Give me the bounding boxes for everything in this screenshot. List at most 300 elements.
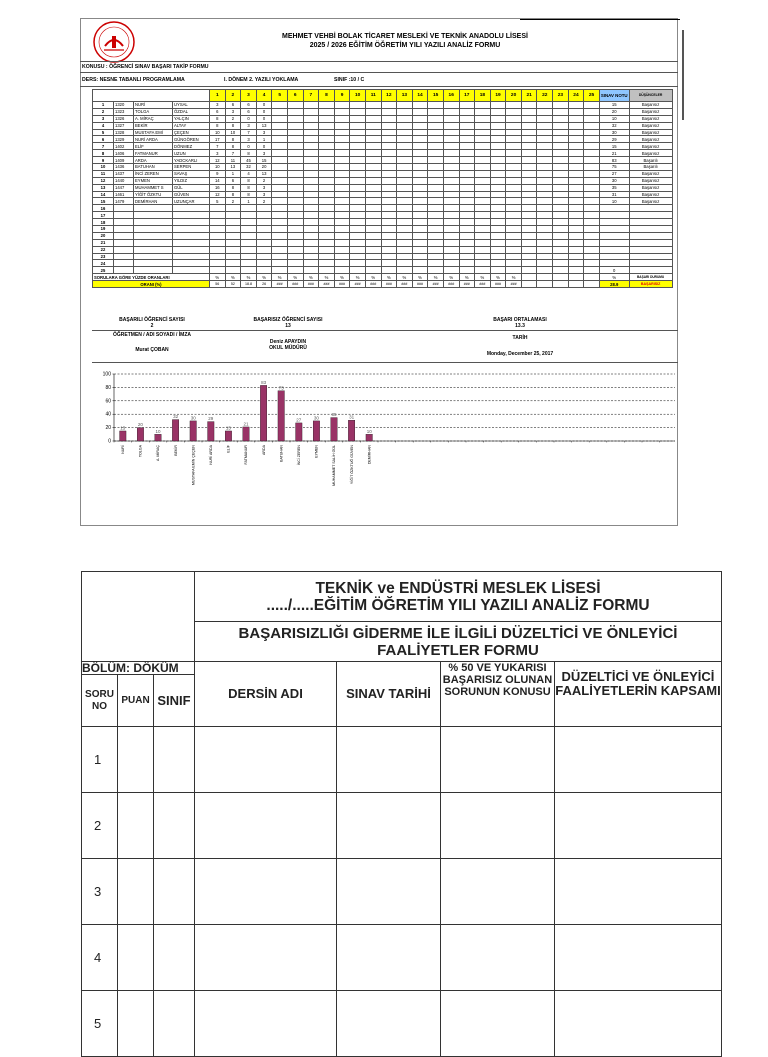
grid-cell [521,212,537,219]
grid-cell [256,253,272,260]
grid-cell [303,205,319,212]
grid-cell [490,226,506,233]
question-score [506,115,522,122]
grid-cell [256,212,272,219]
grid-cell [428,267,444,274]
grid-cell [475,260,491,267]
question-score [365,122,381,129]
grid-cell [381,219,397,226]
question-score [319,157,335,164]
exam-score: 0 [599,267,629,274]
question-score [381,115,397,122]
question-score [553,198,569,205]
grid-cell [173,205,210,212]
category-label: YİĞİT ÖZKTUĞ GÜVEN [349,445,354,485]
rate-value: ### [428,281,444,288]
question-score [475,198,491,205]
question-score [506,143,522,150]
average-value: 13.3 [515,323,525,329]
student-row [93,267,673,274]
question-score [397,115,413,122]
student-row [93,122,673,129]
student-row [93,129,673,136]
percent-symbol: % [428,274,444,281]
question-number: 19 [490,90,506,102]
row-number: 25 [93,267,114,274]
grid-cell [584,239,600,246]
form-row [82,727,722,793]
student-row [93,253,673,260]
question-number: 3 [241,90,257,102]
grid-cell [553,246,569,253]
student-name: A. MİRAÇ [134,115,173,122]
grid-cell [319,212,335,219]
question-score: 6 [225,177,241,184]
grid-cell [210,212,226,219]
form-cell [441,793,555,859]
question-score: 8 [225,191,241,198]
percent-symbol [553,274,569,281]
student-number: 1326 [114,115,134,122]
grid-cell [319,226,335,233]
category-label: NURİ ARDA [209,445,213,465]
grid-cell [287,232,303,239]
question-score [490,136,506,143]
question-score [584,102,600,109]
question-score [428,177,444,184]
question-score [428,143,444,150]
rate-value: ### [490,281,506,288]
exam-score: 32 [599,122,629,129]
grid-cell [134,205,173,212]
grid-cell [490,253,506,260]
student-number: 1323 [114,108,134,115]
question-score: 2 [256,198,272,205]
student-surname: UYSAL [173,102,210,109]
grid-cell [114,246,134,253]
col-konu: % 50 VE YUKARISI BAŞARISIZ OLUNAN SORUNUN KONUSU [441,662,555,727]
rate-value: ### [397,281,413,288]
student-row [93,260,673,267]
question-score [334,150,350,157]
question-score [443,177,459,184]
question-score: 11 [225,157,241,164]
status-remark: Başarısız [629,122,672,129]
principal-block [210,339,366,351]
form-cell [195,925,337,991]
question-score [521,157,537,164]
col-faaliyet: DÜZELTİCİ VE ÖNLEYİCİ FAALİYETLERİN KAPSAMI [555,662,722,727]
percent-symbol: % [506,274,522,281]
row-number: 11 [93,170,114,177]
row-number: 1 [93,102,114,109]
question-score [553,108,569,115]
percent-symbol: % [334,274,350,281]
question-number: 12 [381,90,397,102]
question-score [334,170,350,177]
question-score: 15 [256,157,272,164]
grid-cell [114,267,134,274]
data-label: 20 [137,422,143,428]
question-score [459,129,475,136]
grid-cell [287,212,303,219]
grid-cell [397,205,413,212]
grid-cell [537,253,553,260]
question-score [568,157,584,164]
question-score [381,191,397,198]
grid-cell [365,267,381,274]
question-score: 3 [256,191,272,198]
question-score [584,177,600,184]
question-score [365,170,381,177]
percent-symbol: % [287,274,303,281]
grid-cell [381,260,397,267]
question-score [521,198,537,205]
student-number: 1447 [114,184,134,191]
status-remark: Başarısız [629,184,672,191]
grid-cell [475,212,491,219]
grid-cell [114,239,134,246]
grid-cell [443,253,459,260]
grid-cell [134,239,173,246]
percent-symbol: % [272,274,288,281]
question-score [287,177,303,184]
konu-label: KONUSU : ÖĞRENCİ SINAV BAŞARI TAKİP FORMU [82,64,209,70]
status-remark [629,205,672,212]
grid-header-blank [93,90,210,102]
grid-cell [173,267,210,274]
question-score [412,177,428,184]
grid-cell [459,226,475,233]
col-tarih: SINAV TARİHİ [337,662,441,727]
grid-cell [412,219,428,226]
form-cell [195,793,337,859]
status-remark: Başarısız [629,198,672,205]
percent-symbol: % [599,274,629,281]
grid-cell [287,239,303,246]
grid-cell [334,205,350,212]
form-row-number: 3 [82,859,118,925]
grid-cell [553,205,569,212]
grid-cell [303,219,319,226]
grid-cell [584,212,600,219]
question-score [553,129,569,136]
grid-cell [241,212,257,219]
grid-cell [506,246,522,253]
question-score: 5 [210,198,226,205]
question-score [428,164,444,171]
question-score [443,143,459,150]
percent-symbol: % [303,274,319,281]
question-score [350,129,366,136]
question-score [459,102,475,109]
question-score [428,129,444,136]
question-score: 3 [256,184,272,191]
question-score: 6 [210,108,226,115]
form-cell [195,859,337,925]
student-surname: ALTAY [173,122,210,129]
form-cell [441,925,555,991]
percent-symbol: % [319,274,335,281]
question-score [303,102,319,109]
category-label: TOLGA [138,445,143,458]
data-label: 31 [349,414,355,420]
question-score [443,108,459,115]
grid-cell [553,219,569,226]
question-score [490,115,506,122]
grid-cell [428,226,444,233]
question-score [303,143,319,150]
exam-score [599,239,629,246]
question-score [319,150,335,157]
rate-value: 18.8 [241,281,257,288]
question-score: 17 [210,136,226,143]
question-number: 21 [521,90,537,102]
grid-cell [241,205,257,212]
question-score [475,150,491,157]
question-score: 0 [256,143,272,150]
question-score: 7 [210,143,226,150]
grid-cell [521,267,537,274]
question-number: 4 [256,90,272,102]
category-label: A. MİRAÇ [156,445,161,461]
form-row-number: 5 [82,991,118,1057]
question-score [490,170,506,177]
grid-cell [114,260,134,267]
grid-cell [256,246,272,253]
form-cell [337,727,441,793]
grid-cell [381,253,397,260]
question-number: 18 [475,90,491,102]
student-surname: DÖNMEZ [173,143,210,150]
student-number: 1402 [114,143,134,150]
question-score [303,198,319,205]
percent-symbol: % [241,274,257,281]
question-score [521,184,537,191]
question-score [365,102,381,109]
question-score [412,191,428,198]
percent-symbol: % [475,274,491,281]
student-number: 1409 [114,157,134,164]
grid-cell [521,226,537,233]
category-label: ARDA [261,445,266,455]
question-score [584,164,600,171]
question-score [350,177,366,184]
grid-cell [537,232,553,239]
question-score [381,136,397,143]
student-name: EYMEN [134,177,173,184]
question-score [553,150,569,157]
question-score [397,198,413,205]
grid-cell [506,267,522,274]
exam-score: 35 [599,184,629,191]
question-number: 11 [365,90,381,102]
question-score [568,129,584,136]
exam-score [599,205,629,212]
question-score [334,191,350,198]
question-score: 6 [241,102,257,109]
form-cell [555,793,722,859]
grid-cell [459,232,475,239]
row-number: 13 [93,184,114,191]
question-score [537,164,553,171]
question-score [412,108,428,115]
grid-cell [256,205,272,212]
student-name: İNCİ ZEREN [134,170,173,177]
question-score: 0 [256,102,272,109]
data-label: 10 [155,428,161,434]
question-score [537,136,553,143]
question-score [443,150,459,157]
question-score [412,122,428,129]
grid-cell [506,219,522,226]
question-number: 13 [397,90,413,102]
question-score [490,157,506,164]
grid-cell [475,219,491,226]
question-score [397,157,413,164]
student-surname: YILDIZ [173,177,210,184]
question-score [303,170,319,177]
student-number: 1461 [114,191,134,198]
question-score [428,122,444,129]
grid-cell [506,205,522,212]
grid-cell [443,226,459,233]
question-score: 6 [225,102,241,109]
grid-cell [173,260,210,267]
question-score [584,184,600,191]
col-ders: DERSİN ADI [195,662,337,727]
data-label: 15 [120,425,126,431]
grid-cell [475,253,491,260]
grid-cell [397,260,413,267]
grid-cell [319,205,335,212]
grid-cell [241,226,257,233]
exam-score [599,219,629,226]
rate-value: 26 [256,281,272,288]
student-row [93,143,673,150]
question-score [412,143,428,150]
rate-value: 56 [210,281,226,288]
grid-cell [584,253,600,260]
question-score [287,150,303,157]
question-score: 10 [225,129,241,136]
student-row [93,205,673,212]
grid-cell [412,253,428,260]
question-score [334,102,350,109]
grid-cell [134,267,173,274]
grid-cell [428,219,444,226]
data-label: 21 [243,421,249,427]
grid-cell [459,219,475,226]
grid-cell [443,212,459,219]
status-remark: Başarısız [629,136,672,143]
question-score [272,184,288,191]
exam-score: 27 [599,170,629,177]
grid-cell [319,260,335,267]
question-score: 3 [241,136,257,143]
student-row [93,226,673,233]
status-remark [629,239,672,246]
grid-cell [459,253,475,260]
question-score [287,191,303,198]
average-block [366,317,674,329]
form-cell [337,925,441,991]
grid-cell [350,260,366,267]
pass-count-label: BAŞARILI ÖĞRENCİ SAYISI [119,317,185,323]
grid-cell [210,239,226,246]
grid-cell [537,260,553,267]
question-score: 1 [241,198,257,205]
question-score: 32 [241,164,257,171]
student-name: BATUHAN [134,164,173,171]
grid-cell [256,239,272,246]
col-soru-no: SORU NO [82,675,118,727]
grid-cell [490,246,506,253]
percent-symbol: % [256,274,272,281]
percent-symbol: % [397,274,413,281]
question-score [537,184,553,191]
question-score [272,198,288,205]
grid-cell [568,246,584,253]
question-score: 2 [225,198,241,205]
question-score [428,184,444,191]
question-score [334,136,350,143]
percent-symbol: % [459,274,475,281]
grid-cell [134,226,173,233]
grid-cell [537,226,553,233]
question-score [475,129,491,136]
question-score [584,122,600,129]
grid-cell [134,219,173,226]
data-label: 15 [225,425,231,431]
percent-symbol: % [443,274,459,281]
question-score [475,102,491,109]
student-name: MUHAMMET S [134,184,173,191]
question-score [475,157,491,164]
question-score [568,150,584,157]
question-score [428,198,444,205]
grid-cell [365,253,381,260]
question-score [397,129,413,136]
donem-label: I. DÖNEM 2. YAZILI YOKLAMA [224,77,299,83]
question-score [365,136,381,143]
status-remark [629,253,672,260]
grid-cell [334,267,350,274]
exam-score: 29 [599,136,629,143]
grid-cell [225,226,241,233]
rate-value: ### [381,281,397,288]
grid-cell [521,260,537,267]
student-surname: YALÇIN [173,115,210,122]
grid-cell [475,246,491,253]
corrective-action-form [81,571,722,1057]
question-score [443,184,459,191]
margin-mark [682,30,684,120]
grid-cell [256,232,272,239]
form-cell [118,925,154,991]
divider [92,362,678,363]
status-remark: Başarılı [629,164,672,171]
question-score [287,108,303,115]
y-tick-label: 40 [105,411,111,418]
question-score [521,191,537,198]
grid-cell [537,205,553,212]
question-score: 8 [241,177,257,184]
question-score [428,150,444,157]
row-number: 2 [93,108,114,115]
row-number: 17 [93,212,114,219]
question-score [443,157,459,164]
